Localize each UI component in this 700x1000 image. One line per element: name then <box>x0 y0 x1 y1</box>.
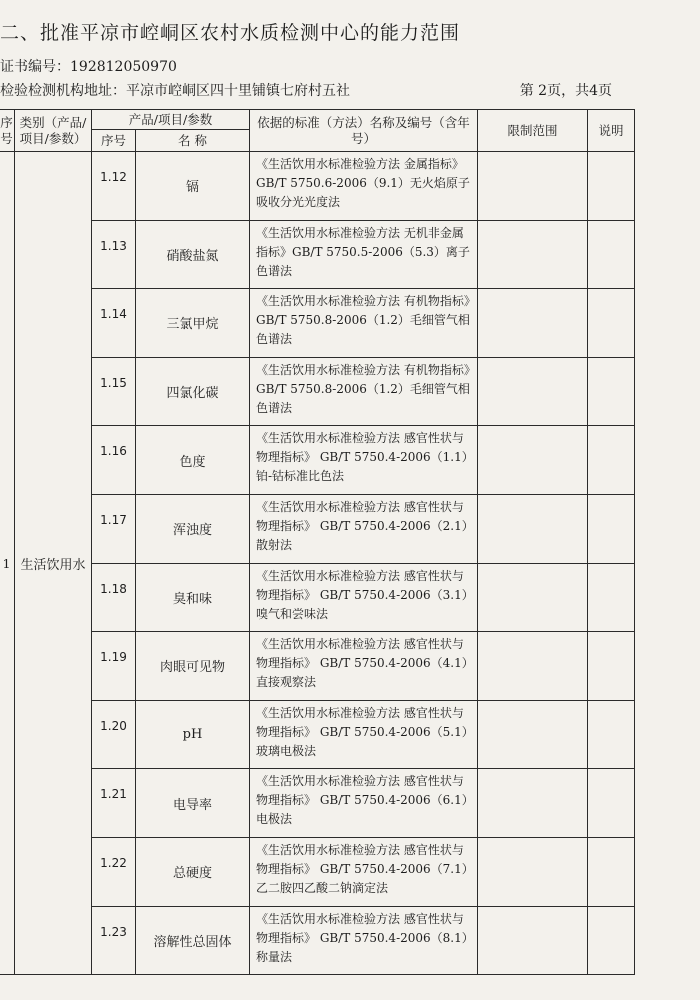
institution-address: 检验检测机构地址：平凉市崆峒区四十里铺镇七府村五社 <box>0 83 350 99</box>
item-number: 1.18 <box>92 563 136 632</box>
item-name: 肉眼可见物 <box>136 632 250 701</box>
category-cell: 生活饮用水 <box>15 152 92 975</box>
limit-cell <box>478 906 588 975</box>
limit-cell <box>478 563 588 632</box>
item-name: 三氯甲烷 <box>136 289 250 358</box>
header-row-no: 序号 <box>0 110 15 152</box>
limit-cell <box>478 220 588 289</box>
limit-cell <box>478 357 588 426</box>
table-row <box>0 700 635 769</box>
item-standard: 《生活饮用水标准检验方法 感官性状与物理指标》 GB/T 5750.4-2006（3.1）嗅气和尝味法 <box>250 563 478 632</box>
table-row <box>0 357 635 426</box>
table-row <box>0 632 635 701</box>
page-title: 二、批准平凉市崆峒区农村水质检测中心的能力范围 <box>0 22 461 44</box>
limit-cell <box>478 837 588 906</box>
header-category: 类别（产品/项目/参数） <box>15 110 92 152</box>
item-standard: 《生活饮用水标准检验方法 感官性状与物理指标》 GB/T 5750.4-2006（8.1）称量法 <box>250 906 478 975</box>
header-item-name: 名 称 <box>136 130 250 152</box>
item-standard: 《生活饮用水标准检验方法 感官性状与物理指标》 GB/T 5750.4-2006（2.1）散射法 <box>250 494 478 563</box>
remark-cell <box>588 700 635 769</box>
capability-table <box>0 109 635 975</box>
remark-cell <box>588 357 635 426</box>
item-standard: 《生活饮用水标准检验方法 有机物指标》GB/T 5750.8-2006（1.2）毛细管气相色谱法 <box>250 289 478 358</box>
limit-cell <box>478 632 588 701</box>
item-name: 臭和味 <box>136 563 250 632</box>
limit-cell <box>478 426 588 495</box>
item-standard: 《生活饮用水标准检验方法 感官性状与物理指标》 GB/T 5750.4-2006（7.1）乙二胺四乙酸二钠滴定法 <box>250 837 478 906</box>
limit-cell <box>478 700 588 769</box>
limit-cell <box>478 152 588 221</box>
item-number: 1.15 <box>92 357 136 426</box>
item-name: 镉 <box>136 152 250 221</box>
remark-cell <box>588 494 635 563</box>
header-standard: 依据的标准（方法）名称及编号（含年号） <box>250 110 478 152</box>
header-remark: 说明 <box>588 110 635 152</box>
remark-cell <box>588 906 635 975</box>
header-limit: 限制范围 <box>478 110 588 152</box>
item-name: 电导率 <box>136 769 250 838</box>
table-row <box>0 837 635 906</box>
item-name: pH <box>136 700 250 769</box>
item-name: 色度 <box>136 426 250 495</box>
table-row <box>0 563 635 632</box>
item-standard: 《生活饮用水标准检验方法 感官性状与物理指标》 GB/T 5750.4-2006（5.1）玻璃电极法 <box>250 700 478 769</box>
table-row <box>0 152 635 221</box>
item-number: 1.12 <box>92 152 136 221</box>
remark-cell <box>588 220 635 289</box>
header-item-no: 序号 <box>92 130 136 152</box>
table-row <box>0 289 635 358</box>
item-standard: 《生活饮用水标准检验方法 金属指标》GB/T 5750.6-2006（9.1）无火焰原子吸收分光光度法 <box>250 152 478 221</box>
remark-cell <box>588 632 635 701</box>
item-name: 溶解性总固体 <box>136 906 250 975</box>
row-number: 1 <box>0 152 15 975</box>
page-number: 第 2页，共4页 <box>519 83 612 99</box>
remark-cell <box>588 769 635 838</box>
item-number: 1.16 <box>92 426 136 495</box>
item-standard: 《生活饮用水标准检验方法 无机非金属指标》GB/T 5750.5-2006（5.3）离子色谱法 <box>250 220 478 289</box>
item-number: 1.20 <box>92 700 136 769</box>
item-standard: 《生活饮用水标准检验方法 有机物指标》GB/T 5750.8-2006（1.2）毛细管气相色谱法 <box>250 357 478 426</box>
table-row <box>0 494 635 563</box>
limit-cell <box>478 289 588 358</box>
remark-cell <box>588 152 635 221</box>
remark-cell <box>588 563 635 632</box>
item-number: 1.14 <box>92 289 136 358</box>
table-body <box>0 152 635 975</box>
header-product-group: 产品/项目/参数 <box>92 110 250 130</box>
remark-cell <box>588 426 635 495</box>
certificate-number: 证书编号：192812050970 <box>0 59 177 75</box>
item-number: 1.23 <box>92 906 136 975</box>
item-number: 1.13 <box>92 220 136 289</box>
item-number: 1.21 <box>92 769 136 838</box>
item-name: 硝酸盐氮 <box>136 220 250 289</box>
item-number: 1.19 <box>92 632 136 701</box>
item-number: 1.22 <box>92 837 136 906</box>
limit-cell <box>478 769 588 838</box>
item-standard: 《生活饮用水标准检验方法 感官性状与物理指标》 GB/T 5750.4-2006（1.1）铂-钴标准比色法 <box>250 426 478 495</box>
table-row <box>0 769 635 838</box>
item-number: 1.17 <box>92 494 136 563</box>
remark-cell <box>588 289 635 358</box>
item-name: 四氯化碳 <box>136 357 250 426</box>
item-name: 浑浊度 <box>136 494 250 563</box>
item-standard: 《生活饮用水标准检验方法 感官性状与物理指标》 GB/T 5750.4-2006（6.1）电极法 <box>250 769 478 838</box>
table-row <box>0 220 635 289</box>
remark-cell <box>588 837 635 906</box>
item-standard: 《生活饮用水标准检验方法 感官性状与物理指标》 GB/T 5750.4-2006（4.1）直接观察法 <box>250 632 478 701</box>
table-row <box>0 426 635 495</box>
table-row <box>0 906 635 975</box>
item-name: 总硬度 <box>136 837 250 906</box>
limit-cell <box>478 494 588 563</box>
